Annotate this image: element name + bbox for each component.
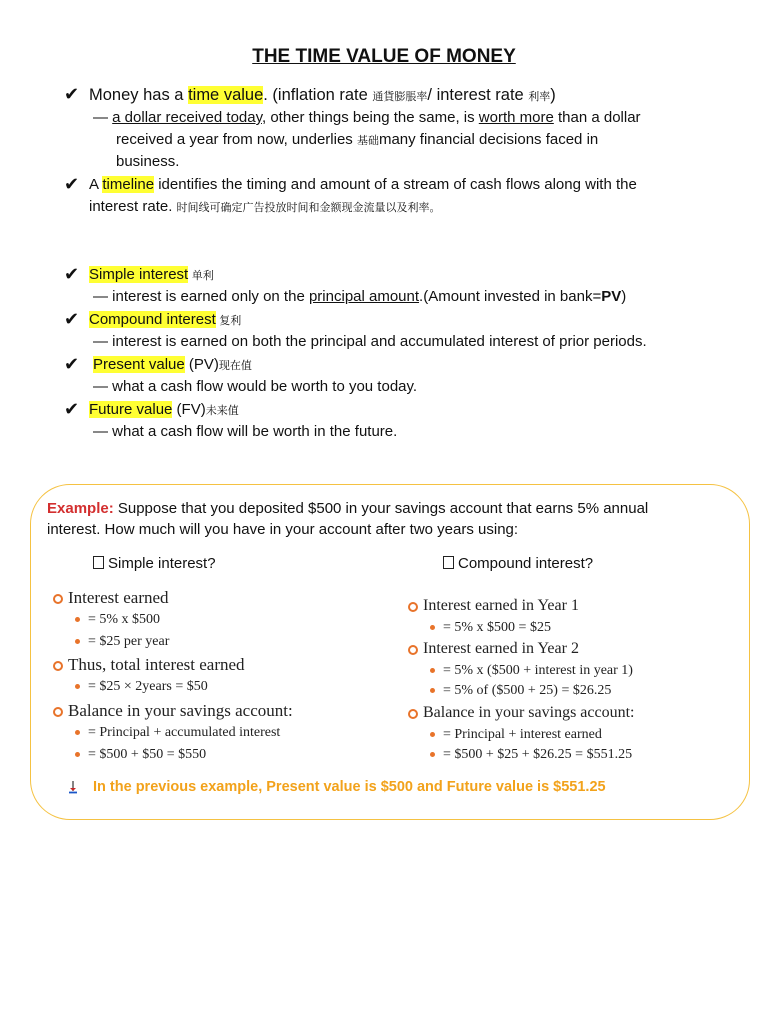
bullet-future-value: Future value (FV)未来值 [89,401,239,418]
bullet-dot-icon [430,625,435,630]
sub-line: — what a cash flow will be worth in the future. [93,423,398,440]
sub-line: — what a cash flow would be worth to you today. [93,378,418,395]
solution-line: = $500 + $50 = $550 [88,747,207,762]
solution-line: = Principal + interest earned [443,727,602,742]
bullet-dot-icon [430,688,435,693]
bullet-dot-icon [75,730,80,735]
highlight-timeline: timeline [102,176,155,193]
checkbox-icon [443,556,454,569]
solution-heading: Interest earned [68,588,169,607]
check-icon: ✔ [64,84,80,104]
sub-line: received a year from now, underlies 基础many financial decisions faced in [116,131,599,148]
solution-line: = Principal + accumulated interest [88,725,281,740]
solution-heading: Interest earned in Year 2 [423,640,579,657]
solution-line: = 5% x $500 = $25 [443,620,551,635]
bullet-dot-icon [430,668,435,673]
arrow-down-icon [68,780,78,794]
example-text: Example: Suppose that you deposited $500 in your savings account that earns 5% annual [47,500,649,517]
bullet-circle-icon [53,707,63,717]
highlight-present-value: Present value [93,356,185,373]
check-icon: ✔ [64,264,80,284]
bullet-dot-icon [75,752,80,757]
check-icon: ✔ [64,174,80,194]
bullet-simple-interest: Simple interest 单利 [89,266,214,283]
conclusion-text: In the previous example, Present value is $500 and Future value is $551.25 [93,779,606,795]
bullet-compound-interest: Compound interest 复利 [89,311,242,328]
solution-heading: Balance in your savings account: [68,701,293,720]
bullet-dot-icon [75,684,80,689]
bullet-present-value: Present value (PV)现在值 [93,356,252,373]
sub-line: — interest is earned only on the principal amount.(Amount invested in bank=PV) [93,288,627,305]
solution-line: = $500 + $25 + $26.25 = $551.25 [443,747,633,762]
solution-line: = 5% x ($500 + interest in year 1) [443,663,633,678]
page-title: THE TIME VALUE OF MONEY [252,46,516,67]
bullet-circle-icon [53,661,63,671]
example-label: Example: [47,500,114,517]
solution-line: = $25 per year [88,634,170,649]
option-compound: Compound interest? [443,553,593,575]
sub-line: — interest is earned on both the principal and accumulated interest of prior periods. [93,333,647,350]
bullet-dot-icon [430,732,435,737]
example-text: interest. How much will you have in your account after two years using: [47,521,519,538]
check-icon: ✔ [64,309,80,329]
solution-line: = 5% x $500 [88,612,161,627]
sub-line: interest rate. 时间线可确定广告投放时间和金额现金流量以及利率。 [89,198,441,215]
solution-line: = 5% of ($500 + 25) = $26.25 [443,683,612,698]
solution-heading: Balance in your savings account: [423,704,635,721]
bullet-circle-icon [408,709,418,719]
bullet-dot-icon [75,639,80,644]
solution-heading: Interest earned in Year 1 [423,597,579,614]
check-icon: ✔ [64,399,80,419]
highlight-future-value: Future value [89,401,173,418]
bullet-circle-icon [53,594,63,604]
highlight-compound-interest: Compound interest [89,311,216,328]
bullet-time-value: Money has a time value. (inflation rate 通貨膨脹率/ interest rate 利率) [89,86,556,104]
solution-heading: Thus, total interest earned [68,655,245,674]
bullet-dot-icon [75,617,80,622]
bullet-circle-icon [408,645,418,655]
bullet-timeline: A timeline identifies the timing and amount of a stream of cash flows along with the [89,176,637,193]
solution-line: = $25 × 2years = $50 [88,679,208,694]
highlight-simple-interest: Simple interest [89,266,189,283]
bullet-dot-icon [430,752,435,757]
checkbox-icon [93,556,104,569]
bullet-circle-icon [408,602,418,612]
highlight-time-value: time value [188,86,264,104]
option-simple: Simple interest? [93,553,216,575]
sub-line: business. [116,153,180,170]
check-icon: ✔ [64,354,80,374]
sub-line: — a dollar received today, other things being the same, is worth more than a dollar [93,109,641,126]
